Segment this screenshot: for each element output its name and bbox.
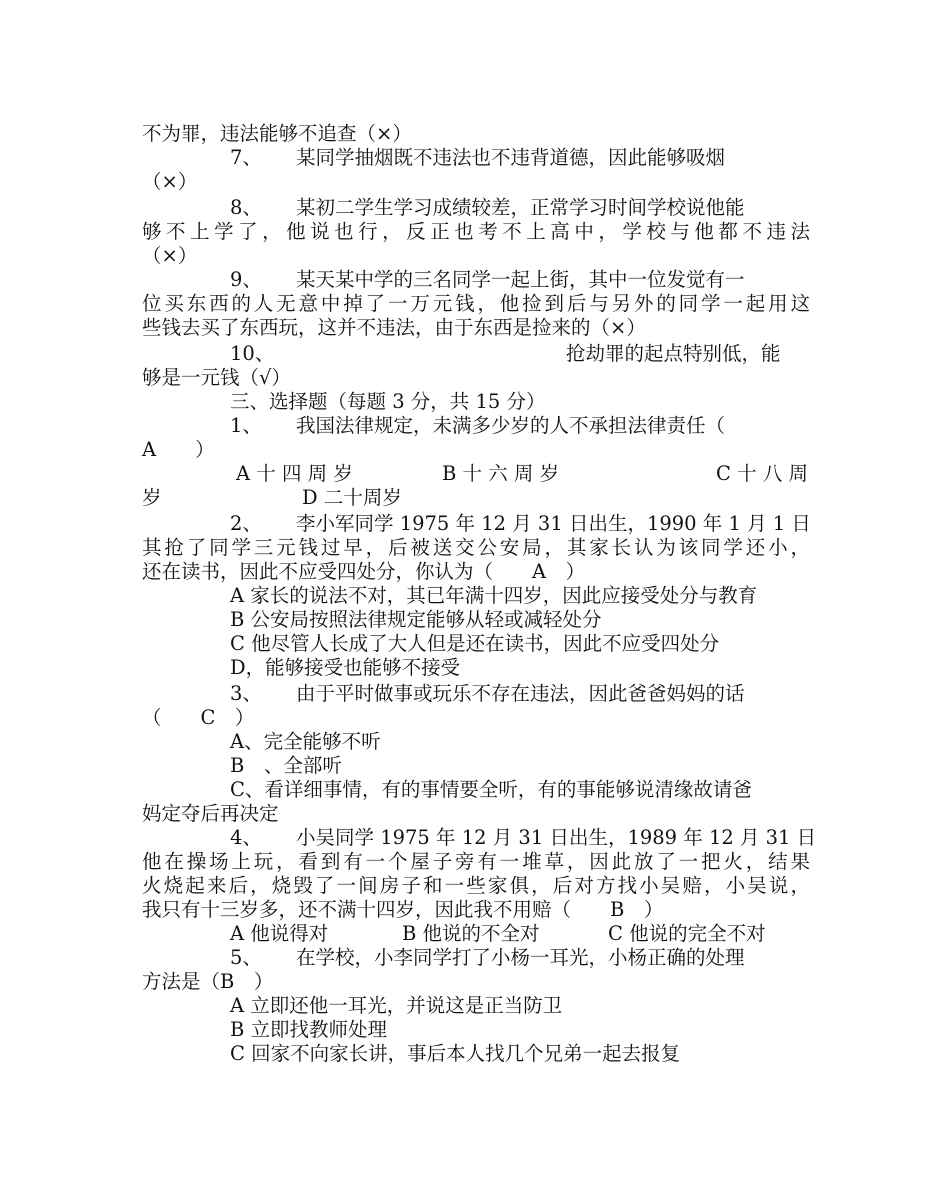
item-number: 3、 (230, 682, 262, 705)
option-c: C 回家不向家长讲，事后本人找几个兄弟一起去报复 (230, 1042, 681, 1065)
true-false-item-7 (230, 146, 810, 170)
item-text: 某天某中学的三名同学一起上街，其中一位发觉有一 (296, 268, 745, 291)
option-c: C 十 八 周 (716, 462, 809, 485)
answer-line: （ C ） (142, 706, 255, 729)
options-row (142, 462, 810, 486)
option-b: B 十 六 周 岁 (442, 462, 560, 485)
option-a: A 十 四 周 岁 (236, 462, 353, 485)
choice-question-4 (230, 826, 817, 850)
choice-question-3 (230, 682, 810, 706)
true-false-item-8 (230, 196, 810, 220)
text-line: 方法是（B ） (142, 970, 274, 993)
text-line: 他在操场上玩，看到有一个屋子旁有一堆草，因此放了一把火，结果 (142, 850, 810, 873)
item-number: 1、 (230, 414, 262, 437)
item-text: 某初二学生学习成绩较差，正常学习时间学校说他能 (296, 196, 745, 219)
option-b: B 他说的不全对 (402, 922, 540, 945)
text-line: 位买东西的人无意中掉了一万元钱，他捡到后与另外的同学一起用这 (142, 292, 810, 315)
options-row (142, 486, 810, 510)
option-b: B 立即找教师处理 (230, 1018, 388, 1041)
item-text: 由于平时做事或玩乐不存在违法，因此爸爸妈妈的话 (296, 682, 745, 705)
item-text: 某同学抽烟既不违法也不违背道德，因此能够吸烟 (296, 146, 726, 169)
item-text: 抢劫罪的起点特别低，能 (566, 342, 781, 365)
item-number: 9、 (230, 268, 262, 291)
item-number: 7、 (230, 146, 262, 169)
option-b: B 、全部听 (230, 754, 342, 777)
text-line: 些钱去买了东西玩，这并不违法，由于东西是捡来的（×） (142, 316, 646, 339)
text-line: 够不上学了，他说也行，反正也考不上高中，学校与他都不违法 (142, 220, 810, 243)
true-false-item-9 (230, 268, 810, 292)
option-c: C、看详细事情，有的事情要全听，有的事能够说清缘故请爸 (230, 778, 752, 801)
option-b: B 公安局按照法律规定能够从轻或减轻处分 (230, 608, 602, 631)
section-heading: 三、选择题（每题 3 分，共 15 分） (230, 390, 546, 413)
text-line: 够是一元钱（√） (142, 366, 291, 389)
text-line: 火烧起来后，烧毁了一间房子和一些家俱，后对方找小吴赔，小吴说， (142, 874, 810, 897)
choice-question-1 (230, 414, 810, 438)
option-a: A 立即还他一耳光，并说这是正当防卫 (230, 994, 563, 1017)
item-text: 在学校，小李同学打了小杨一耳光，小杨正确的处理 (296, 946, 745, 969)
text-line: 妈定夺后再决定 (142, 802, 279, 825)
option-c: C 他尽管人长成了大人但是还在读书，因此不应受四处分 (230, 632, 720, 655)
item-number: 8、 (230, 196, 262, 219)
option-a: A 他说得对 (230, 922, 329, 945)
choice-question-5 (230, 946, 810, 970)
item-number: 5、 (230, 946, 262, 969)
text-line: 我只有十三岁多，还不满十四岁，因此我不用赔（ B ） (142, 898, 664, 921)
item-text: 李小军同学 1975 年 12 月 31 日出生，1990 年 1 月 1 日 (296, 512, 811, 535)
true-false-item-10 (230, 342, 810, 366)
text-line: 不为罪，违法能够不追查（×） (142, 122, 412, 145)
options-row (230, 922, 810, 946)
option-a: A、完全能够不听 (230, 730, 381, 753)
item-text: 我国法律规定，未满多少岁的人不承担法律责任（ (296, 414, 726, 437)
option-c: C 他说的完全不对 (608, 922, 766, 945)
option-c-cont: 岁 (142, 486, 162, 509)
text-line: （×） (142, 244, 198, 267)
item-text: 小吴同学 1975 年 12 月 31 日出生，1989 年 12 月 31 日 (296, 826, 817, 849)
option-a: A 家长的说法不对，其已年满十四岁，因此应接受处分与教育 (230, 584, 758, 607)
item-number: 2、 (230, 512, 262, 535)
answer-line: A ） (142, 438, 215, 461)
choice-question-2 (230, 512, 810, 536)
item-number: 4、 (230, 826, 262, 849)
option-d: D，能够接受也能够不接受 (230, 656, 461, 679)
text-line: 还在读书，因此不应受四处分，你认为（ A ） (142, 560, 586, 583)
item-number: 10、 (230, 342, 275, 365)
option-d: D 二十周岁 (302, 486, 402, 509)
text-line: 其抢了同学三元钱过早，后被送交公安局，其家长认为该同学还小， (142, 536, 810, 559)
text-line: （×） (142, 170, 198, 193)
